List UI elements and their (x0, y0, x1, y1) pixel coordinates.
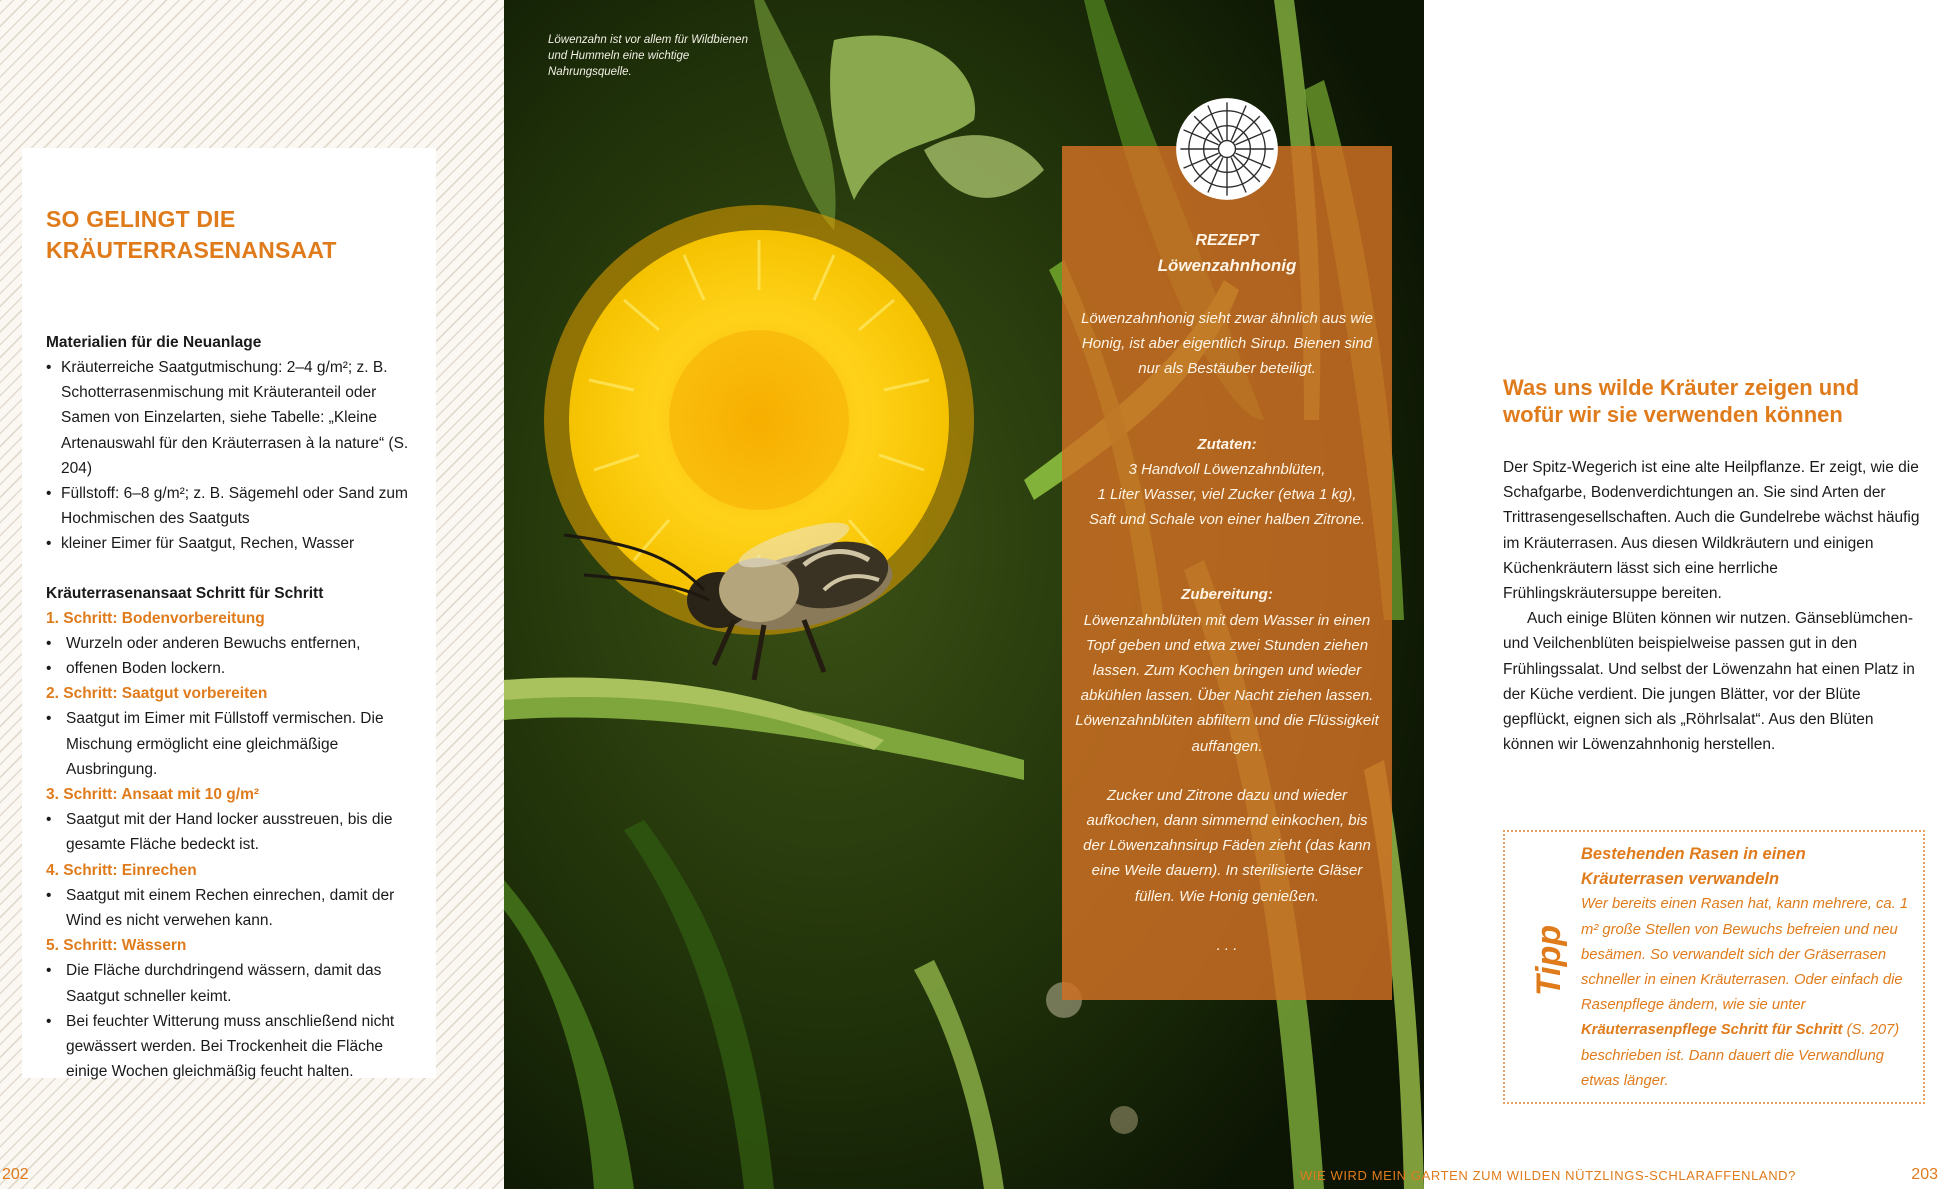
step-title: 1. Schritt: Bodenvorbereitung (46, 609, 265, 627)
dandelion-flower-icon (1174, 96, 1280, 202)
step-item: • Saatgut mit einem Rechen einrechen, damit der Wind es nicht verwehen kann. (46, 883, 424, 933)
recipe-intro: Löwenzahnhonig sieht zwar ähnlich aus wie Honig, ist aber eigentlich Sirup. Bienen sind nur als Bestäuber beteiligt. (1081, 310, 1373, 378)
recipe-label: REZEPT (1195, 232, 1259, 249)
recipe-ellipsis: . . . (1216, 936, 1238, 954)
step (46, 681, 424, 782)
recipe-ingredients: 3 Handvoll Löwenzahnblüten, 1 Liter Wasser, viel Zucker (etwa 1 kg), Saft und Schale von einer halben Zitrone. (1088, 460, 1365, 529)
running-head: WIE WIRD MEIN GARTEN ZUM WILDEN NÜTZLINGS-SCHLARAFFENLAND? (1299, 1168, 1796, 1183)
info-box (22, 148, 436, 1081)
step-item: • Die Fläche durchdringend wässern, damit das Saatgut schneller keimt. (46, 958, 424, 1008)
page-number-right: 203 (1911, 1166, 1938, 1183)
step-item: • Wurzeln oder anderen Bewuchs entfernen, (46, 631, 424, 656)
tip-text-reference: Kräuterrasenpflege Schritt für Schritt (1581, 1022, 1843, 1039)
info-box-title (46, 204, 424, 266)
tip-title: Bestehenden Rasen in einen Kräuterrasen verwandeln (1581, 845, 1806, 889)
left-page (0, 0, 504, 1189)
materials-item: • Kräuterreiche Saatgutmischung: 2–4 g/m²; z. B. Schotterrasenmischung mit Kräuteranteil oder Samen von Einzelarten, siehe Tabelle: „Kleine Artenauswahl für den Kräuterrasen à la nature“ (S. 204) (46, 355, 424, 481)
recipe-ingredients-heading: Zutaten: (1197, 435, 1257, 453)
right-body-text (1503, 455, 1923, 757)
info-title-line-2: KRÄUTERRASENANSAAT (46, 237, 337, 263)
step (46, 858, 424, 934)
materials-heading: Materialien für die Neuanlage (46, 334, 262, 351)
recipe-box (1062, 146, 1392, 1000)
tip-text (1581, 892, 1911, 1094)
right-paragraph-2: Auch einige Blüten können wir nutzen. Gänseblümchen- und Veilchenblüten beispielweise passen gut in den Frühlingssalat. Und selbst der Löwenzahn hat einen Platz in der Küche verdient. Die jungen Blätter, vor der Blüte gepflückt, eignen sich als „Röhrlsalat“. Aus den Blüten können wir Löwenzahnhonig herstellen. (1503, 610, 1915, 754)
photo-caption: Löwenzahn ist vor allem für Wildbienen und Hummeln eine wichtige Nahrungsquelle. (548, 34, 748, 78)
recipe-preparation-1: Löwenzahnblüten mit dem Wasser in einen Topf geben und etwa zwei Stunden ziehen lassen. Zum Kochen bringen und wieder abkühlen lassen. Über Nacht ziehen lassen. Löwenzahnblüten abfiltern und die Flüssigkeit auffangen. (1075, 611, 1379, 755)
steps-heading: Kräuterrasenansaat Schritt für Schritt (46, 584, 324, 602)
right-paragraph-1: Der Spitz-Wegerich ist eine alte Heilpflanze. Er zeigt, wie die Schafgarbe, Bodenverdichtungen an. Sie sind Arten der Trittrasengesellschaften. Auch die Gundelrebe wächst häufig im Kräuterrasen. Aus diesen Wildkräutern und einigen Küchenkräutern lässt sich eine herrliche Frühlingskräutersuppe bereiten. (1503, 459, 1920, 603)
tip-box (1503, 830, 1925, 1104)
right-section-title: Was uns wilde Kräuter zeigen und wofür wir sie verwenden können (1503, 375, 1860, 427)
step (46, 933, 424, 1084)
step-title: 2. Schritt: Saatgut vorbereiten (46, 685, 268, 703)
materials-item: • kleiner Eimer für Saatgut, Rechen, Wasser (46, 531, 424, 556)
step-item: • Saatgut mit der Hand locker ausstreuen, bis die gesamte Fläche bedeckt ist. (46, 807, 424, 857)
info-title-line-1: SO GELINGT DIE (46, 206, 236, 232)
step-title: 5. Schritt: Wässern (46, 937, 187, 955)
step-item: • Saatgut im Eimer mit Füllstoff vermischen. Die Mischung ermöglicht eine gleichmäßige Ausbringung. (46, 706, 424, 782)
tip-content (1581, 842, 1911, 1094)
recipe-title: Löwenzahnhonig (1157, 256, 1297, 275)
materials-list (46, 355, 424, 557)
step (46, 606, 424, 682)
tip-text-part: (S. 207) beschrieben ist. Dann dauert die Verwandlung etwas länger. (1581, 1022, 1900, 1089)
step (46, 782, 424, 858)
step-title: 3. Schritt: Ansaat mit 10 g/m² (46, 786, 260, 804)
recipe-preparation-heading: Zubereitung: (1181, 586, 1273, 604)
page-number-left: 202 (2, 1166, 29, 1183)
tip-text-part: Wer bereits einen Rasen hat, kann mehrere, ca. 1 m² große Stellen von Bewuchs befreien und neu besämen. So verwandelt sich der Gräserrasen schneller in einen Kräuterrasen. Oder einfach die Rasenpflege ändern, wie sie unter (1581, 896, 1909, 1014)
materials-item: • Füllstoff: 6–8 g/m²; z. B. Sägemehl oder Sand zum Hochmischen des Saatguts (46, 481, 424, 531)
step-item: • offenen Boden lockern. (46, 656, 424, 681)
steps-list (46, 606, 424, 1085)
step-item: • Bei feuchter Witterung muss anschließend nicht gewässert werden. Bei Trockenheit die Fläche einige Wochen gleichmäßig feucht halten. (46, 1009, 424, 1085)
tip-label: Tipp (1530, 924, 1568, 996)
recipe-preparation-2: Zucker und Zitrone dazu und wieder aufkochen, dann simmernd einkochen, bis der Löwenzahnsirup Fäden zieht (das kann eine Weile dauern). In sterilisierte Gläser füllen. Wie Honig genießen. (1083, 786, 1371, 905)
step-title: 4. Schritt: Einrechen (46, 861, 197, 879)
